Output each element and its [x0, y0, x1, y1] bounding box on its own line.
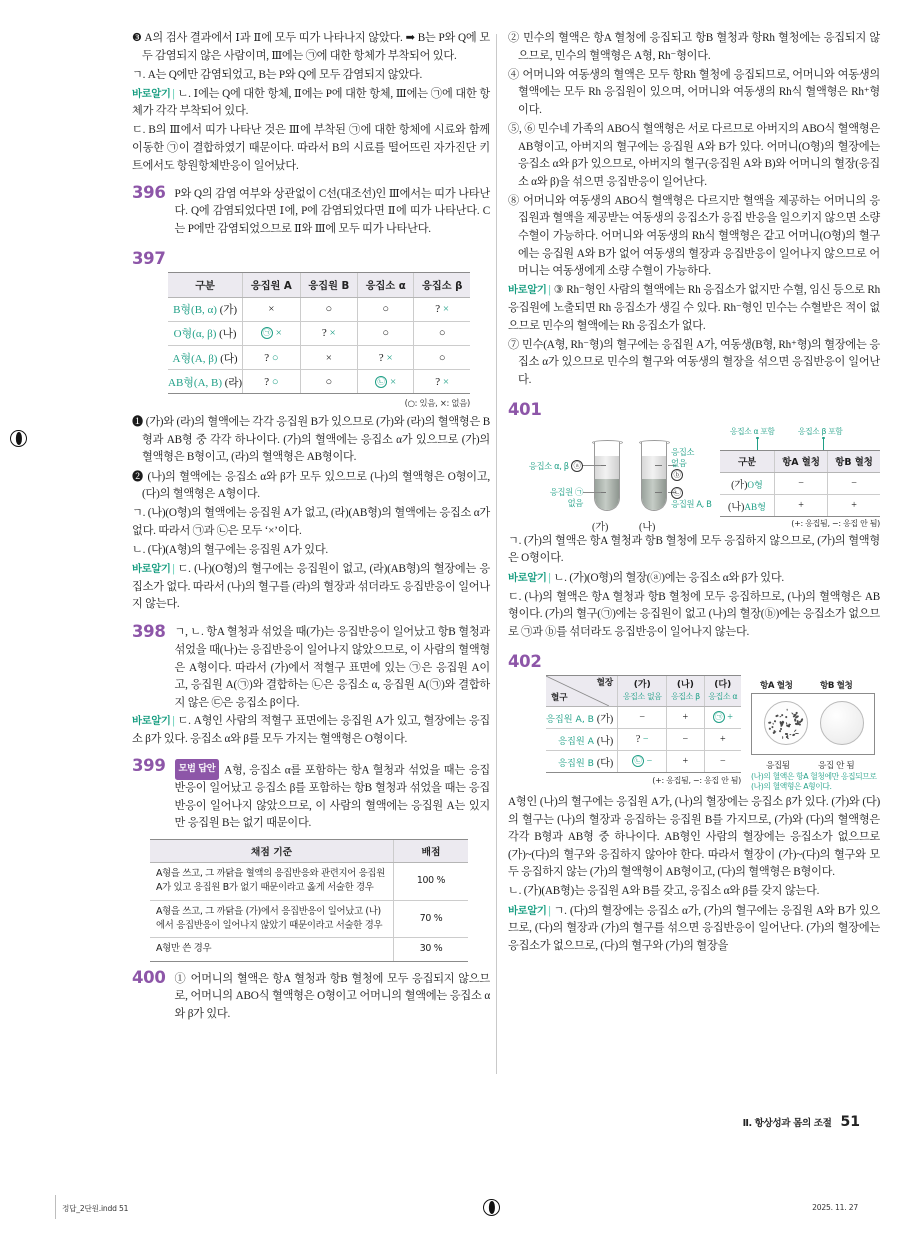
- grading-h0: 채점 기준: [150, 839, 394, 862]
- q402-body1: A형인 (나)의 혈구에는 응집원 A가, (나)의 혈장에는 응집소 β가 있다. (가)와 (다)의 혈구는 (나)의 혈장과 응집하는 응집원 B를 가지므로, (가)와 (다)의 혈액형은 각각 B형과 AB형 중 하나이다. AB형인 사람의 혈장에는 응집소가 없으므로 (가)~(다)의 혈구와 응집하지 않아야 한다. 따라서 혈장이 (가)~(다)의 혈구와 모두 응집하지 않는 (가)의 혈액형이 AB형이고, (다)의 혈액형은 B형이다.: [508, 795, 880, 879]
- row-label: O형(α, β) (나): [168, 321, 243, 345]
- q401-line-d: ㄷ. (나)의 혈액은 항A 혈청과 항B 혈청에 모두 응집하므로, (나)의 혈액형은 AB형이다. (가)의 혈구(㉠)에는 응집원이 없고 (나)의 혈장(ⓑ)에는 응집소가 없으므로 ㉠과 ⓑ를 섞더라도 응집반응이 일어나지 않는다.: [508, 590, 880, 638]
- callout-right-stem: [823, 439, 824, 450]
- print-file-name: 정답_2단원.indd 51: [62, 1204, 129, 1213]
- cell-answer: ×: [389, 375, 397, 388]
- q402-number: 402: [508, 651, 542, 671]
- tube-na-rbc-tick: [655, 492, 662, 493]
- baro-label: 바로알기: [508, 904, 547, 917]
- row-label: A형(A, β) (다): [168, 345, 243, 369]
- row-label-id: (나): [728, 501, 745, 513]
- cell-symbol-icon: ㉠: [261, 327, 273, 339]
- table-cell: [618, 706, 667, 728]
- table-cell: [704, 706, 741, 728]
- cell-value: ○: [382, 327, 390, 340]
- q396-body: P와 Q의 감염 여부와 상관없이 C선(대조선)인 Ⅲ에서는 띠가 나타난다. Q에 감염되었다면 Ⅰ에, P에 감염되었다면 Ⅱ에 띠가 나타난다. C는 P에만 감염되었으므로 Ⅱ와 Ⅲ에 모두 띠가 나타난다.: [174, 187, 490, 235]
- cell-value: +: [682, 711, 689, 723]
- t402-corner-bottom: 혈구: [551, 692, 568, 703]
- q395-bullet3: ❸ A의 검사 결과에서 Ⅰ과 Ⅱ에 모두 띠가 나타나지 않았다. ➡ B는 P와 Q에 모두 감염되지 않은 사람이며, Ⅲ에는 ㉠에 대한 항체가 부착되어 있다.: [132, 32, 490, 62]
- cell-value: +: [719, 733, 726, 745]
- baro-label: 바로알기: [132, 563, 171, 576]
- table-row: [546, 728, 741, 750]
- t402-h0: [618, 675, 667, 706]
- t402-corner-cell: [546, 675, 618, 706]
- grading-score: 30 %: [394, 938, 469, 961]
- agg-caption-right: 응집 안 됨: [818, 760, 855, 771]
- row-label-type: O형: [747, 479, 763, 490]
- tube-na-plasma-layer: [642, 456, 666, 479]
- cell-question-mark: ?: [264, 351, 270, 364]
- t401-legend: (+: 응집됨, −: 응집 안 됨): [791, 518, 880, 528]
- agg-title-right: 항B 혈청: [820, 680, 853, 691]
- q395-line-g: ㄱ. A는 Q에만 감염되었고, B는 P와 Q에 모두 감염되지 않았다.: [132, 68, 423, 81]
- table-cell: [618, 750, 667, 772]
- q399-body: A형, 응집소 α를 포함하는 항A 혈청과 섞었을 때는 응집반응이 일어났고 응집소 β를 포함하는 항B 혈청과 섞었을 때는 응집반응이 일어나지 않았으므로, 이 사람의 혈액에는 응집원 A는 있지만 응집원 B는 없기 때문이다.: [174, 764, 490, 830]
- q400-baro-item7: ⑦ 민수(A형, Rh⁻형)의 혈구에는 응집원 A가, 여동생(B형, Rh⁺형)의 혈장에는 응집소 α가 있으므로 민수의 혈구와 여동생의 혈장을 섞으면 응집반응이 일어난다.: [508, 338, 880, 386]
- q400-item4: ④ 어머니와 여동생의 혈액은 모두 항Rh 혈청에 응집되므로, 어머니와 여동생의 혈액에는 모두 Rh 응집원이 있으며, 어머니와 여동생의 Rh식 혈액형은 Rh⁺형이다.: [508, 68, 880, 116]
- grading-criteria: A형을 쓰고, 그 까닭을 혈액의 응집반응와 관련지어 응집원 A가 있고 응집원 B가 없기 때문이라고 옳게 서술한 경우: [150, 862, 394, 900]
- cell-question-mark: ?: [635, 733, 641, 745]
- cell-value: ○: [325, 375, 333, 388]
- table-cell: [300, 345, 357, 369]
- cell-value: ○: [382, 303, 390, 316]
- baro-label: 바로알기: [132, 87, 171, 100]
- registration-mark-side: [10, 430, 27, 447]
- table-cell: −: [775, 472, 828, 494]
- print-rule: [55, 1195, 56, 1219]
- agg-title-left: 항A 혈청: [760, 680, 793, 691]
- blood-clump-icon: [782, 736, 783, 739]
- spacer: [132, 615, 490, 624]
- row-label: [720, 494, 775, 516]
- row-label-id: (가): [219, 305, 237, 317]
- table-cell: [300, 321, 357, 345]
- table-cell: [243, 321, 301, 345]
- table-cell: [243, 345, 301, 369]
- test-tube-group: [508, 430, 713, 533]
- registration-mark-center: [483, 1199, 500, 1216]
- t397-h2: 응집원 B: [300, 272, 357, 297]
- t402-h2: [704, 675, 741, 706]
- cell-answer: −: [642, 733, 649, 745]
- table-cell: [243, 297, 301, 321]
- baro-separator: |: [172, 563, 175, 576]
- grading-body: [150, 862, 468, 961]
- cell-answer: ○: [271, 351, 279, 364]
- t401-body: [720, 472, 880, 516]
- t397-h0: 구분: [168, 272, 243, 297]
- cell-answer: +: [727, 712, 733, 724]
- agg-green-note: (나)의 혈액은 항A 혈청에만 응집되므로 (나)의 혈액형은 A형이다.: [751, 771, 877, 792]
- callout-right-401: 응집소 β 포함: [798, 426, 843, 436]
- q397-line-n: ㄴ. (다)(A형)의 혈구에는 응집원 A가 있다.: [132, 543, 328, 556]
- cell-value: −: [719, 755, 726, 767]
- print-date: 2025. 11. 27: [812, 1203, 858, 1212]
- cell-answer: ○: [271, 375, 279, 388]
- q396-number: 396: [132, 183, 166, 203]
- non-agglutinated-sample-circle: [820, 701, 864, 745]
- cell-symbol-icon: ㉡: [632, 755, 644, 767]
- figure-401: [508, 426, 880, 533]
- tube-na-plasma-tick: [655, 465, 662, 466]
- cell-symbol-icon: ㉠: [713, 711, 725, 723]
- baro-separator: |: [548, 571, 551, 584]
- t402-h2-sub: 응집소 α: [708, 691, 738, 701]
- baro-separator: |: [172, 715, 175, 728]
- grading-criteria: A형을 쓰고, 그 까닭을 (가)에서 응집반응이 일어났고 (나)에서 응집반응이 일어나지 않았기 때문이라고 서술한 경우: [150, 900, 394, 938]
- question-399: [132, 756, 490, 833]
- table-row: [720, 472, 880, 494]
- table-cell: [414, 370, 470, 394]
- row-label-id: (가): [596, 713, 614, 725]
- row-label-type: AB형: [744, 501, 766, 512]
- q397-bullet2: ❷ (나)의 혈액에는 응집소 α와 β가 모두 있으므로 (나)의 혈액형은 O형이고, (다)의 혈액형은 A형이다.: [132, 470, 490, 501]
- t402-body: [546, 706, 741, 772]
- tube-ga-rbc-text2: 없음: [567, 497, 583, 508]
- table-cell: [358, 297, 414, 321]
- tube-na-rbc-label: [671, 487, 712, 510]
- test-tube-na: [641, 440, 667, 512]
- cell-answer: ×: [442, 303, 450, 316]
- q395-line-n: ㄴ. Ⅰ에는 Q에 대한 항체, Ⅱ에는 P에 대한 항체, Ⅲ에는 ㉠에 대한 항체가 각각 부착되어 있다.: [132, 87, 490, 118]
- row-label: AB형(A, B) (라): [168, 370, 243, 394]
- tube-ga-rbc-lead: [583, 492, 601, 493]
- table-cell: [414, 345, 470, 369]
- table-397-body: [168, 297, 470, 394]
- spacer: [132, 240, 490, 249]
- t397-h1: 응집원 A: [243, 272, 301, 297]
- table-cell: [667, 750, 704, 772]
- table-row: [546, 706, 741, 728]
- cell-answer: −: [646, 756, 653, 768]
- table-cell: [414, 321, 470, 345]
- baro-separator: |: [172, 87, 175, 100]
- t402-h2-main: (다): [714, 679, 732, 690]
- t401-h1: 항A 혈청: [775, 450, 828, 472]
- grading-h1: 배점: [394, 839, 469, 862]
- figure-402: [508, 675, 880, 791]
- row-label-id: (다): [596, 757, 614, 769]
- unit-title: Ⅱ. 항상성과 몸의 조절: [742, 1118, 832, 1129]
- q402-baro-body: ㄱ. (다)의 혈장에는 응집소 α가, (가)의 혈구에는 응집원 A와 B가 있으므로, (다)의 혈장과 (가)의 혈구를 섞으면 응집반응이 일어난다. (가)의 혈장에는 응집소가 없으므로, (다)의 혈구와 (가)의 혈장을: [508, 904, 880, 952]
- table-cell: [300, 297, 357, 321]
- tube-na-plasma-text2: 없음: [671, 457, 687, 468]
- spacer: [132, 750, 490, 759]
- spacer: [508, 643, 880, 652]
- row-label-id: (다): [220, 353, 238, 365]
- grading-row: [150, 938, 468, 961]
- table-cell: [667, 706, 704, 728]
- table-grading-399: [150, 839, 468, 962]
- t402-corner-top: 혈장: [596, 677, 614, 688]
- row-label-id: (나): [596, 735, 614, 747]
- tube-ga-rbc-layer: [595, 479, 619, 510]
- q398-body: ㄱ, ㄴ. 항A 혈청과 섞었을 때(가)는 응집반응이 일어났고 항B 혈청과 섞었을 때(나)는 응집반응이 일어나지 않았으므로, 이 사람의 혈액형은 A형이다. 따라서 (가)에서 적혈구 표면에 있는 ㉠은 응집원 A이고, 응집원 A(㉠)와 결합하는 ㉡은 응집소 α, 응집원 A(㉠)와 결합하지 않은 ㉢은 응집소 β이다.: [174, 626, 490, 709]
- tube-na-rbc-layer: [642, 479, 666, 510]
- cell-question-mark: ?: [435, 303, 441, 316]
- tube-ga-rbc-label: [511, 487, 583, 509]
- row-label: 응집원 B (다): [546, 750, 618, 772]
- cell-value: −: [682, 733, 689, 745]
- cell-question-mark: ?: [378, 351, 384, 364]
- q401-line-n: ㄴ. (가)(O형)의 혈장(ⓐ)에는 응집소 α와 β가 있다.: [553, 571, 784, 584]
- table-row: [546, 750, 741, 772]
- blood-clump-icon: [786, 708, 788, 710]
- cell-value: ○: [438, 327, 446, 340]
- blood-clump-icon: [775, 715, 778, 717]
- row-label-id: (가): [731, 479, 748, 491]
- q398-baro-body: ㄷ. A형인 사람의 적혈구 표면에는 응집원 A가 있고, 혈장에는 응집소 β가 있다. 응집소 α와 β를 모두 가지는 혈액형은 O형이다.: [132, 715, 490, 745]
- q399-body-wrap: [175, 759, 490, 833]
- row-label-id: (라): [224, 377, 243, 389]
- cell-answer: ×: [442, 375, 450, 388]
- table-401: [720, 450, 880, 517]
- q400-body: ① 어머니의 혈액은 항A 혈청과 항B 혈청에 모두 응집되지 않으므로, 어머니의 ABO식 혈액형은 O형이고 어머니의 혈액에는 응집소 α와 β가 있다.: [174, 972, 490, 1021]
- table-row: [168, 345, 470, 369]
- q397-line-g: ㄱ. (나)(O형)의 혈액에는 응집원 A가 없고, (라)(AB형)의 혈액에는 응집소 α가 없다. 따라서 ㉠과 ㉡은 모두 ‘×’이다.: [132, 507, 490, 537]
- tube-na-rbc-text: 응집원 A, B: [671, 498, 712, 509]
- marker-a-icon: ⓐ: [571, 460, 583, 472]
- marker-l-icon: ㉡: [671, 487, 683, 499]
- table-cell: [704, 750, 741, 772]
- tube-na-body: [641, 442, 667, 511]
- q401-line-g: ㄱ. (가)의 혈액은 항A 혈청과 항B 혈청에 모두 응집하지 않으므로, (가)의 혈액형은 O형이다.: [508, 534, 880, 565]
- table-402: [546, 675, 741, 773]
- baro-label: 바로알기: [508, 571, 547, 584]
- table-cell: [243, 370, 301, 394]
- grading-row: [150, 862, 468, 900]
- right-column: [508, 30, 880, 957]
- table-cell: [667, 728, 704, 750]
- agglutinated-sample-circle: [764, 701, 808, 745]
- t402-h0-sub: 응집소 없음: [622, 691, 662, 701]
- marker-b-icon: ⓑ: [671, 469, 683, 481]
- tube-ga-plasma-text: 응집소 α, β: [528, 460, 569, 471]
- baro-separator: |: [548, 284, 551, 297]
- cell-question-mark: ?: [264, 375, 270, 388]
- table-cell: [618, 728, 667, 750]
- blood-clump-icon: [789, 734, 791, 735]
- q400-item8: ⑧ 어머니와 여동생의 ABO식 혈액형은 다르지만 혈액을 제공하는 어머니의 응집원과 혈액을 제공받는 여동생의 응집소가 응집 반응을 일으키지 않으면 소량 수혈이 가능하다. 어머니와 여동생의 Rh식 혈액형은 같고 어머니(O형)의 혈구에는 응집원 A와 B가 없어 여동생의 혈장과 응집반응이 일어나지 않으므로 어머니는 여동생에게 소량 수혈이 가능하다.: [508, 194, 880, 278]
- cell-answer: ×: [386, 351, 393, 364]
- t402-h1-sub: 응집소 β: [670, 691, 700, 701]
- t401-h2: 항B 혈청: [828, 450, 880, 472]
- question-401-header: [508, 400, 880, 420]
- question-402-header: [508, 652, 880, 672]
- q400-item56: ⑤, ⑥ 민수네 가족의 ABO식 혈액형은 서로 다르므로 아버지의 ABO식 혈액형은 AB형이고, 아버지의 혈구에는 응집원 A와 B가 있다. 어머니(O형)의 혈장에는 응집소 α와 β가 있으므로, 아버지의 혈구(응집원 A와 B)와 어머니의 혈장(응집소 α와 β)을 섞으면 응집반응이 일어난다.: [508, 122, 880, 188]
- table-cell: [358, 345, 414, 369]
- spacer: [508, 391, 880, 400]
- t402-h1-main: (나): [676, 679, 694, 690]
- baro-separator: |: [548, 904, 551, 917]
- left-column: [132, 30, 490, 1025]
- cell-value: +: [682, 755, 689, 767]
- t402-h1: [667, 675, 704, 706]
- t397-h4: 응집소 β: [414, 272, 470, 297]
- grading-score: 70 %: [394, 900, 469, 938]
- tube-na-caption: (나): [639, 521, 656, 533]
- blood-clump-icon: [768, 722, 771, 724]
- blood-clump-icon: [784, 733, 787, 735]
- table-397: [168, 272, 470, 395]
- q400-item2: ② 민수의 혈액은 항A 혈청에 응집되고 항B 혈청과 항Rh 혈청에는 응집되지 않으므로, 민수의 혈액형은 A형, Rh⁻형이다.: [508, 32, 880, 62]
- spacer: [132, 962, 490, 971]
- table-row: [168, 321, 470, 345]
- table-cell: [358, 321, 414, 345]
- cell-symbol-icon: ㉡: [375, 376, 387, 388]
- print-info-bar: [0, 1195, 900, 1225]
- cell-question-mark: ?: [321, 327, 327, 340]
- t402-legend: (+: 응집됨, −: 응집 안 됨): [652, 775, 741, 785]
- table-row: [720, 494, 880, 516]
- test-tube-ga: [594, 440, 620, 512]
- cell-answer: ×: [329, 327, 336, 340]
- table-cell: −: [828, 472, 880, 494]
- cell-value: ×: [268, 303, 275, 316]
- blood-clump-icon: [773, 731, 775, 733]
- blood-clump-icon: [794, 729, 797, 732]
- blood-clump-icon: [785, 722, 787, 725]
- q401-number: 401: [508, 399, 542, 419]
- row-label-id: (나): [219, 329, 237, 341]
- tube-ga-body: [594, 442, 620, 511]
- row-label: B형(B, α) (가): [168, 297, 243, 321]
- tube-ga-plasma-layer: [595, 456, 619, 479]
- q397-bullet1: ❶ (가)와 (라)의 혈액에는 각각 응집원 B가 있으므로 (가)와 (라)의 혈액형은 B형과 AB형 중 각각 하나이다. (가)의 혈액에는 응집소 α가 있으므로 (가)의 혈액형은 B형이고, (라)의 혈액형은 AB형이다.: [132, 416, 490, 464]
- model-answer-badge: 모범 답안: [175, 759, 220, 780]
- t397-h3: 응집소 α: [358, 272, 414, 297]
- spacer: [132, 177, 490, 186]
- q397-number: 397: [132, 248, 166, 268]
- cell-value: ○: [438, 351, 446, 364]
- cell-value: −: [639, 711, 646, 723]
- q397-line-d: ㄷ. (나)(O형)의 혈구에는 응집원이 없고, (라)(AB형)의 혈장에는 응집소가 없다. 따라서 (나)의 혈구를 (라)의 혈장과 섞더라도 응집반응이 일어나지 않는다.: [132, 563, 490, 611]
- cell-question-mark: ?: [435, 375, 441, 388]
- question-397-header: [132, 249, 490, 269]
- table-cell: [704, 728, 741, 750]
- grading-criteria: A형만 쓴 경우: [150, 938, 394, 961]
- q399-number: 399: [132, 756, 166, 776]
- tube-ga-caption: (가): [592, 521, 609, 533]
- q400-number: 400: [132, 968, 166, 988]
- callout-left-401: 응집소 α 포함: [730, 426, 775, 436]
- agg-caption-left: 응집됨: [766, 760, 790, 771]
- cell-answer: ×: [275, 327, 282, 340]
- tube-na-plasma-text1: 응집소: [671, 446, 695, 457]
- tube-ga-plasma-lead: [583, 465, 601, 466]
- cell-value: ×: [325, 351, 332, 364]
- table-cell: [414, 297, 470, 321]
- t402-h0-main: (가): [633, 679, 651, 690]
- t397-legend: (○: 있음, ×: 없음): [404, 398, 470, 409]
- blood-clump-icon: [774, 720, 777, 723]
- baro-label: 바로알기: [508, 284, 547, 297]
- grading-row: [150, 900, 468, 938]
- callout-left-stem: [757, 439, 758, 450]
- blood-clump-icon: [772, 723, 774, 725]
- t402-corner-diagonal-icon: [546, 676, 609, 706]
- question-398: [132, 621, 490, 712]
- table-row: [168, 370, 470, 394]
- grading-header-row: [150, 839, 468, 862]
- blood-clump-icon: [784, 715, 787, 718]
- t401-header-row: [720, 450, 880, 472]
- row-label: 응집원 A (나): [546, 728, 618, 750]
- table-cell: [300, 370, 357, 394]
- t402-header-row: [546, 675, 741, 706]
- cell-value: ○: [325, 303, 333, 316]
- page-number: 51: [840, 1114, 860, 1130]
- row-label: 응집원 A, B (가): [546, 706, 618, 728]
- baro-label: 바로알기: [132, 715, 171, 728]
- q400-baro-item3: ③ Rh⁻형인 사람의 혈액에는 Rh 응집소가 없지만 수혈, 임신 등으로 Rh 응집원에 노출되면 Rh 응집소가 생길 수 있다. Rh⁻형인 민수는 수혈받은 적이 없으므로 민수의 혈액에는 Rh 응집소가 없다.: [508, 284, 880, 332]
- tube-ga-plasma-label: [511, 460, 583, 472]
- column-divider: [496, 34, 497, 1074]
- page-footer: [743, 1114, 860, 1130]
- table-row: [168, 297, 470, 321]
- tube-ga-rbc-text1: 응집원 ㉠: [549, 486, 583, 497]
- t401-h0: 구분: [720, 450, 775, 472]
- table-cell: [358, 370, 414, 394]
- question-396: [132, 183, 490, 239]
- blood-clump-icon: [769, 727, 771, 729]
- tube-na-plasma-label: [671, 447, 694, 481]
- q395-line-d: ㄷ. B의 Ⅲ에서 띠가 나타난 것은 Ⅲ에 부착된 ㉠에 대한 항체에 시료와 함께 이동한 ㉠이 결합하였기 때문이다. 따라서 B의 시료를 떨어뜨린 자가진단 키트에서도 항원항체반응이 일어났다.: [132, 124, 490, 172]
- grading-score: 100 %: [394, 862, 469, 900]
- q398-number: 398: [132, 621, 166, 641]
- table-cell: +: [828, 494, 880, 516]
- row-label: [720, 472, 775, 494]
- table-cell: +: [775, 494, 828, 516]
- q402-line-n: ㄴ. (가)(AB형)는 응집원 A와 B를 갖고, 응집소 α와 β를 갖지 않는다.: [508, 885, 820, 898]
- question-400: [132, 968, 490, 1024]
- table-397-header-row: [168, 272, 470, 297]
